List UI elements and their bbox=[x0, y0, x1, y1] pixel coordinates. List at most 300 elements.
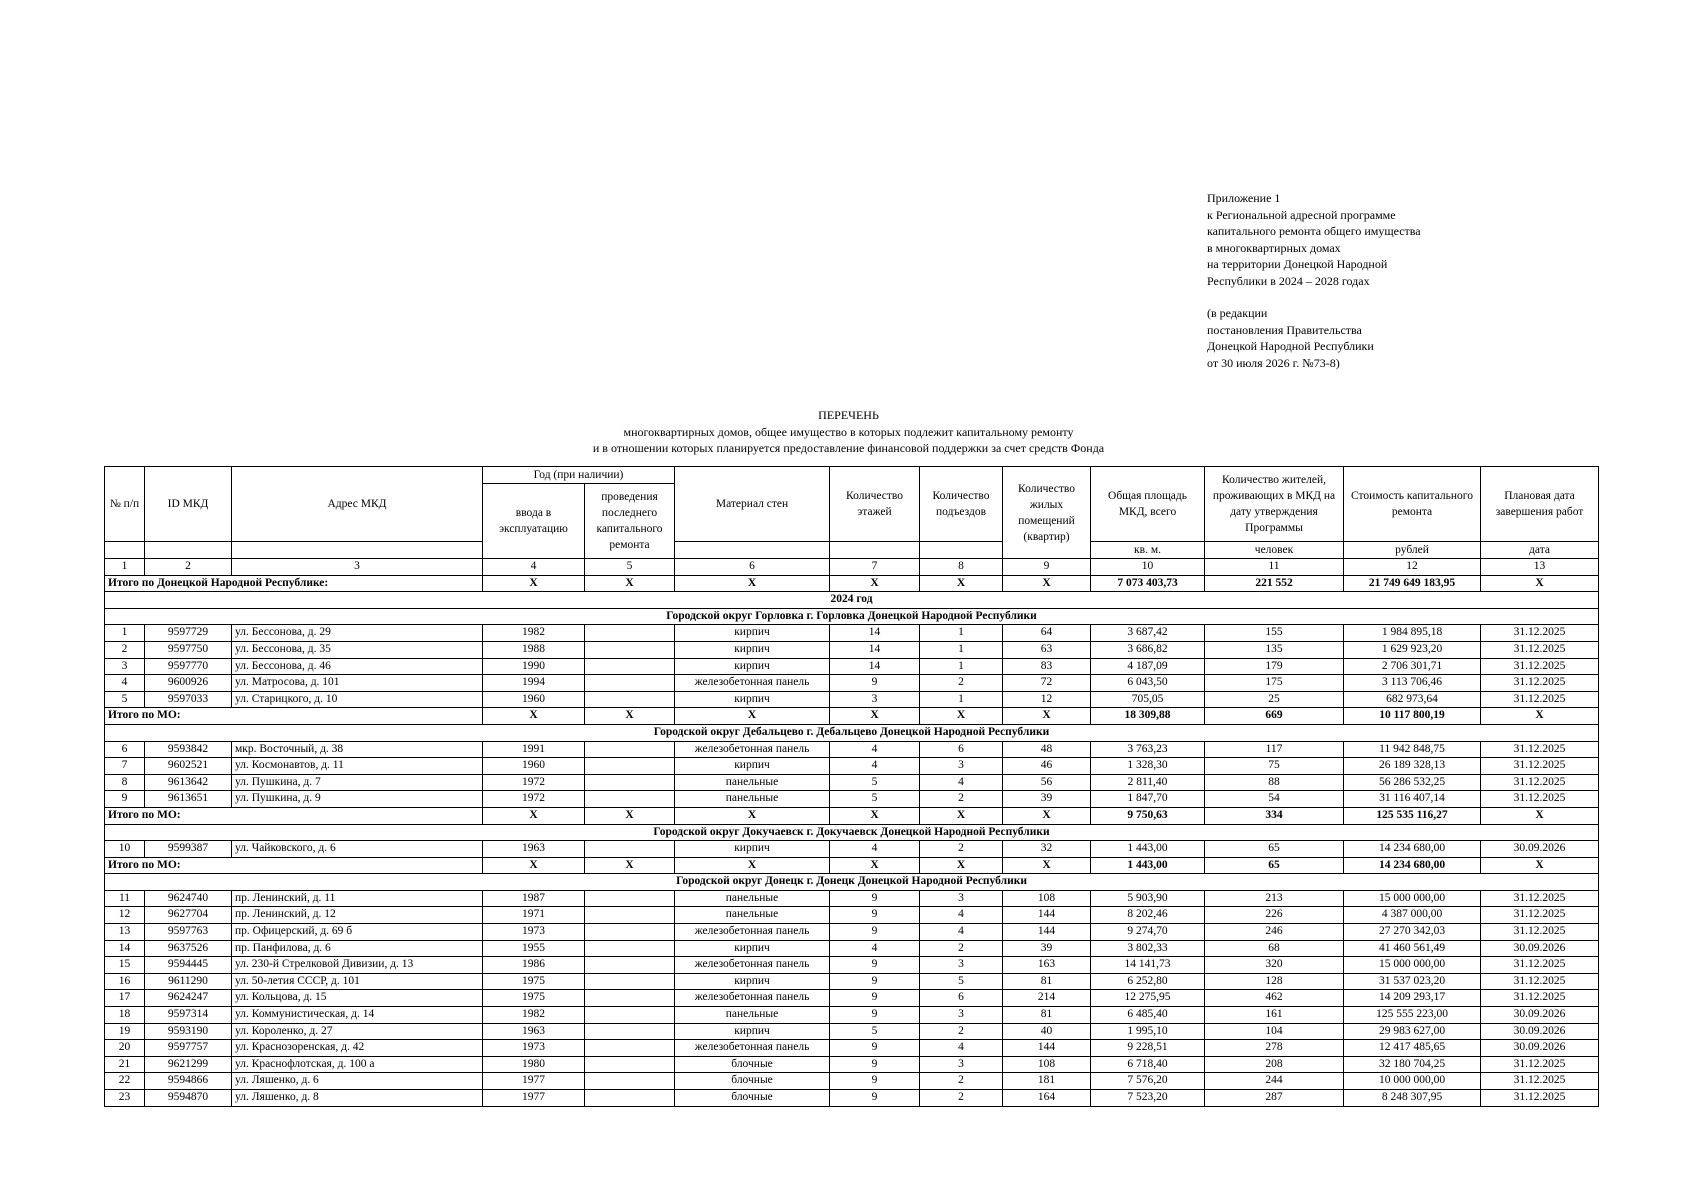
table-cell: 9597314 bbox=[145, 1007, 232, 1024]
column-number: 12 bbox=[1344, 559, 1481, 576]
table-cell: 2 bbox=[105, 641, 145, 658]
table-cell: 1963 bbox=[483, 1023, 585, 1040]
table-cell: 20 bbox=[105, 1040, 145, 1057]
table-cell bbox=[585, 691, 675, 708]
table-cell: 39 bbox=[1003, 940, 1091, 957]
table-row bbox=[105, 957, 1599, 974]
table-row bbox=[105, 973, 1599, 990]
subtotal-x: X bbox=[1481, 807, 1599, 824]
table-cell: 1 847,70 bbox=[1091, 791, 1205, 808]
table-cell: 246 bbox=[1205, 924, 1344, 941]
table-cell: кирпич bbox=[675, 940, 830, 957]
table-cell: ул. Бессонова, д. 29 bbox=[232, 625, 483, 642]
table-cell: 163 bbox=[1003, 957, 1091, 974]
table-cell: 26 189 328,13 bbox=[1344, 758, 1481, 775]
table-cell: 30.09.2026 bbox=[1481, 1040, 1599, 1057]
table-cell: кирпич bbox=[675, 691, 830, 708]
table-cell: 4 bbox=[830, 741, 920, 758]
table-cell: 144 bbox=[1003, 924, 1091, 941]
subtotal-x: X bbox=[1481, 857, 1599, 874]
header-residents: Количество жителей, проживающих в МКД на дату утверждения Программы bbox=[1205, 467, 1344, 542]
table-cell: 1963 bbox=[483, 841, 585, 858]
table-cell: 4 bbox=[920, 907, 1003, 924]
table-cell: 1 629 923,20 bbox=[1344, 641, 1481, 658]
table-cell: 30.09.2026 bbox=[1481, 1007, 1599, 1024]
table-cell: 1972 bbox=[483, 791, 585, 808]
table-cell: 4 bbox=[830, 940, 920, 957]
table-row bbox=[105, 1073, 1599, 1090]
header-area: Общая площадь МКД, всего bbox=[1091, 467, 1205, 542]
table-cell bbox=[585, 924, 675, 941]
table-cell: железобетонная панель bbox=[675, 924, 830, 941]
table-cell bbox=[585, 741, 675, 758]
table-cell: 9 bbox=[830, 1073, 920, 1090]
table-cell: 104 bbox=[1205, 1023, 1344, 1040]
table-row bbox=[105, 1056, 1599, 1073]
grand-total-x: X bbox=[675, 575, 830, 592]
table-cell: ул. Ляшенко, д. 8 bbox=[232, 1090, 483, 1107]
appendix-line: Республики в 2024 – 2028 годах bbox=[1207, 273, 1370, 288]
table-row bbox=[105, 625, 1599, 642]
appendix-lines bbox=[1207, 190, 1421, 289]
table-cell: панельные bbox=[675, 774, 830, 791]
table-cell bbox=[585, 1073, 675, 1090]
table-cell: блочные bbox=[675, 1090, 830, 1107]
table-cell: блочные bbox=[675, 1056, 830, 1073]
table-cell: 29 983 627,00 bbox=[1344, 1023, 1481, 1040]
table-cell: 244 bbox=[1205, 1073, 1344, 1090]
table-cell: 6 718,40 bbox=[1091, 1056, 1205, 1073]
table-cell: 9 bbox=[830, 990, 920, 1007]
table-cell: 9597757 bbox=[145, 1040, 232, 1057]
table-row bbox=[105, 924, 1599, 941]
table-cell: ул. Бессонова, д. 46 bbox=[232, 658, 483, 675]
table-cell: 31 537 023,20 bbox=[1344, 973, 1481, 990]
table-cell bbox=[585, 1090, 675, 1107]
subtotal-area: 9 750,63 bbox=[1091, 807, 1205, 824]
table-cell: 9594866 bbox=[145, 1073, 232, 1090]
table-cell: 63 bbox=[1003, 641, 1091, 658]
table-cell: 9613651 bbox=[145, 791, 232, 808]
table-cell: 31.12.2025 bbox=[1481, 973, 1599, 990]
table-cell: 117 bbox=[1205, 741, 1344, 758]
table-cell: 12 275,95 bbox=[1091, 990, 1205, 1007]
table-cell bbox=[585, 774, 675, 791]
subtotal-x: X bbox=[1003, 708, 1091, 725]
municipality-row bbox=[105, 874, 1599, 891]
title-heading: ПЕРЕЧЕНЬ bbox=[818, 408, 879, 422]
subtotal-area: 1 443,00 bbox=[1091, 857, 1205, 874]
table-cell: 108 bbox=[1003, 1056, 1091, 1073]
table-cell: 1 443,00 bbox=[1091, 841, 1205, 858]
table-cell: 9 228,51 bbox=[1091, 1040, 1205, 1057]
table-cell: пр. Ленинский, д. 12 bbox=[232, 907, 483, 924]
table-cell: 16 bbox=[105, 973, 145, 990]
table-cell: 9 bbox=[830, 1090, 920, 1107]
table-cell: 31.12.2025 bbox=[1481, 758, 1599, 775]
table-cell: 320 bbox=[1205, 957, 1344, 974]
subtotal-cost: 14 234 680,00 bbox=[1344, 857, 1481, 874]
unit-empty bbox=[232, 542, 483, 559]
table-cell: железобетонная панель bbox=[675, 957, 830, 974]
table-cell: 88 bbox=[1205, 774, 1344, 791]
edition-line: (в редакции bbox=[1207, 306, 1268, 320]
table-cell: 4 bbox=[830, 758, 920, 775]
table-cell: пр. Ленинский, д. 11 bbox=[232, 890, 483, 907]
appendix-line: капитального ремонта общего имущества bbox=[1207, 224, 1421, 238]
table-cell: ул. Пушкина, д. 7 bbox=[232, 774, 483, 791]
table-cell: 135 bbox=[1205, 641, 1344, 658]
subtotal-label: Итого по МО: bbox=[105, 807, 483, 824]
table-cell: кирпич bbox=[675, 841, 830, 858]
table-cell bbox=[585, 1040, 675, 1057]
table-cell: 81 bbox=[1003, 973, 1091, 990]
table-cell: 9624247 bbox=[145, 990, 232, 1007]
table-cell: 31.12.2025 bbox=[1481, 907, 1599, 924]
table-head bbox=[105, 467, 1599, 559]
municipality-row bbox=[105, 724, 1599, 741]
subtotal-x: X bbox=[1003, 807, 1091, 824]
table-cell: кирпич bbox=[675, 758, 830, 775]
table-cell: 4 bbox=[830, 841, 920, 858]
subtotal-x: X bbox=[920, 857, 1003, 874]
table-cell: ул. 230-й Стрелковой Дивизии, д. 13 bbox=[232, 957, 483, 974]
table-cell: 15 000 000,00 bbox=[1344, 957, 1481, 974]
table-cell: 287 bbox=[1205, 1090, 1344, 1107]
subtotal-x: X bbox=[1481, 708, 1599, 725]
table-cell: 3 bbox=[920, 1007, 1003, 1024]
table-cell: ул. Ляшенко, д. 6 bbox=[232, 1073, 483, 1090]
table-cell: 128 bbox=[1205, 973, 1344, 990]
table-cell: 3 bbox=[830, 691, 920, 708]
header-date: Плановая дата завершения работ bbox=[1481, 467, 1599, 542]
table-cell: 1980 bbox=[483, 1056, 585, 1073]
municipality-name: Городской округ Донецк г. Донецк Донецкой Народной Республики bbox=[105, 874, 1599, 891]
column-number: 4 bbox=[483, 559, 585, 576]
unit-area: кв. м. bbox=[1091, 542, 1205, 559]
municipality-name: Городской округ Дебальцево г. Дебальцево Донецкой Народной Республики bbox=[105, 724, 1599, 741]
subtotal-cost: 10 117 800,19 bbox=[1344, 708, 1481, 725]
subtotal-label: Итого по МО: bbox=[105, 708, 483, 725]
table-cell: 83 bbox=[1003, 658, 1091, 675]
unit-empty bbox=[920, 542, 1003, 559]
table-cell: 3 687,42 bbox=[1091, 625, 1205, 642]
appendix-line: к Региональной адресной программе bbox=[1207, 207, 1396, 222]
header-floors: Количество этажей bbox=[830, 467, 920, 542]
table-cell: мкр. Восточный, д. 38 bbox=[232, 741, 483, 758]
grand-total-x: X bbox=[483, 575, 585, 592]
table-row bbox=[105, 641, 1599, 658]
table-cell: 8 202,46 bbox=[1091, 907, 1205, 924]
table-cell: блочные bbox=[675, 1073, 830, 1090]
table-cell: 3 686,82 bbox=[1091, 641, 1205, 658]
unit-empty bbox=[105, 542, 145, 559]
table-cell bbox=[585, 890, 675, 907]
table-cell: 5 bbox=[830, 774, 920, 791]
table-cell: 9613642 bbox=[145, 774, 232, 791]
table-cell: 31.12.2025 bbox=[1481, 990, 1599, 1007]
table-cell: 6 485,40 bbox=[1091, 1007, 1205, 1024]
municipality-name: Городской округ Докучаевск г. Докучаевск Донецкой Народной Республики bbox=[105, 824, 1599, 841]
subtotal-x: X bbox=[1003, 857, 1091, 874]
table-row bbox=[105, 1007, 1599, 1024]
table-cell: 10 000 000,00 bbox=[1344, 1073, 1481, 1090]
subtotal-x: X bbox=[585, 857, 675, 874]
table-cell bbox=[585, 940, 675, 957]
table-row bbox=[105, 890, 1599, 907]
table-cell: 7 576,20 bbox=[1091, 1073, 1205, 1090]
table-row bbox=[105, 675, 1599, 692]
table-cell: 9627704 bbox=[145, 907, 232, 924]
table-cell: 9 bbox=[830, 1056, 920, 1073]
table-cell: 48 bbox=[1003, 741, 1091, 758]
table-cell: ул. Коммунистическая, д. 14 bbox=[232, 1007, 483, 1024]
table-cell: 9594445 bbox=[145, 957, 232, 974]
subtotal-x: X bbox=[920, 807, 1003, 824]
subtotal-row bbox=[105, 708, 1599, 725]
table-cell: 31.12.2025 bbox=[1481, 641, 1599, 658]
table-cell: кирпич bbox=[675, 658, 830, 675]
table-cell: 9621299 bbox=[145, 1056, 232, 1073]
table-cell: 1982 bbox=[483, 1007, 585, 1024]
table-cell: 1971 bbox=[483, 907, 585, 924]
table-cell: 7 523,20 bbox=[1091, 1090, 1205, 1107]
table-cell: 14 bbox=[830, 658, 920, 675]
table-cell: 1977 bbox=[483, 1090, 585, 1107]
table-cell: 3 bbox=[920, 957, 1003, 974]
table-cell: 2 bbox=[920, 791, 1003, 808]
table-cell: 31.12.2025 bbox=[1481, 890, 1599, 907]
table-cell bbox=[585, 1007, 675, 1024]
subtotal-area: 18 309,88 bbox=[1091, 708, 1205, 725]
table-cell: 1 984 895,18 bbox=[1344, 625, 1481, 642]
table-cell: 705,05 bbox=[1091, 691, 1205, 708]
table-cell: 1994 bbox=[483, 675, 585, 692]
subtotal-cost: 125 535 116,27 bbox=[1344, 807, 1481, 824]
table-cell: 19 bbox=[105, 1023, 145, 1040]
table-cell: 175 bbox=[1205, 675, 1344, 692]
table-cell bbox=[585, 907, 675, 924]
subtotal-row bbox=[105, 807, 1599, 824]
table-cell: 31.12.2025 bbox=[1481, 675, 1599, 692]
table-cell: 11 942 848,75 bbox=[1344, 741, 1481, 758]
table-cell: 1 bbox=[920, 641, 1003, 658]
table-cell: ул. Чайковского, д. 6 bbox=[232, 841, 483, 858]
table-cell: железобетонная панель bbox=[675, 990, 830, 1007]
subtotal-x: X bbox=[483, 857, 585, 874]
table-cell: 3 bbox=[920, 890, 1003, 907]
table-cell: 144 bbox=[1003, 1040, 1091, 1057]
table-row bbox=[105, 1023, 1599, 1040]
table-cell: 9602521 bbox=[145, 758, 232, 775]
appendix-gap bbox=[1207, 289, 1421, 305]
table-cell: 5 bbox=[920, 973, 1003, 990]
table-cell bbox=[585, 1023, 675, 1040]
table-cell: ул. Космонавтов, д. 11 bbox=[232, 758, 483, 775]
table-cell: 9624740 bbox=[145, 890, 232, 907]
subtotal-x: X bbox=[675, 708, 830, 725]
table-cell: 2 811,40 bbox=[1091, 774, 1205, 791]
table-cell: 7 bbox=[105, 758, 145, 775]
table-cell: железобетонная панель bbox=[675, 675, 830, 692]
table-cell: 3 802,33 bbox=[1091, 940, 1205, 957]
table-cell: 31.12.2025 bbox=[1481, 957, 1599, 974]
table-cell: 30.09.2026 bbox=[1481, 940, 1599, 957]
table-cell: пр. Офицерский, д. 69 б bbox=[232, 924, 483, 941]
table-cell: 214 bbox=[1003, 990, 1091, 1007]
table-cell: 1988 bbox=[483, 641, 585, 658]
table-row bbox=[105, 791, 1599, 808]
table-cell: панельные bbox=[675, 890, 830, 907]
table-cell: 108 bbox=[1003, 890, 1091, 907]
year-row bbox=[105, 592, 1599, 609]
table-cell: 2 bbox=[920, 675, 1003, 692]
subtotal-residents: 669 bbox=[1205, 708, 1344, 725]
table-cell: 1 995,10 bbox=[1091, 1023, 1205, 1040]
table-cell: 9597763 bbox=[145, 924, 232, 941]
table-cell: 9600926 bbox=[145, 675, 232, 692]
title-line2: многоквартирных домов, общее имущество в которых подлежит капитальному ремонту bbox=[623, 424, 1074, 439]
table-cell: 31 116 407,14 bbox=[1344, 791, 1481, 808]
subtotal-x: X bbox=[483, 708, 585, 725]
table-cell: 72 bbox=[1003, 675, 1091, 692]
subtotal-x: X bbox=[675, 807, 830, 824]
header-cost: Стоимость капитального ремонта bbox=[1344, 467, 1481, 542]
table-cell: 1 328,30 bbox=[1091, 758, 1205, 775]
table-cell: 4 bbox=[920, 774, 1003, 791]
table-cell: 179 bbox=[1205, 658, 1344, 675]
table-cell: 32 180 704,25 bbox=[1344, 1056, 1481, 1073]
table-cell: 3 113 706,46 bbox=[1344, 675, 1481, 692]
table-cell: 3 763,23 bbox=[1091, 741, 1205, 758]
table-cell: ул. Краснозоренская, д. 42 bbox=[232, 1040, 483, 1057]
table-cell: 9 bbox=[830, 1007, 920, 1024]
table-cell: 1986 bbox=[483, 957, 585, 974]
table-cell: 75 bbox=[1205, 758, 1344, 775]
title-line3: и в отношении которых планируется предоставление финансовой поддержки за счет средств Фонда bbox=[592, 441, 1105, 455]
table-cell: 14 bbox=[830, 625, 920, 642]
table-cell: 12 bbox=[1003, 691, 1091, 708]
table-cell: 1975 bbox=[483, 973, 585, 990]
column-number: 1 bbox=[105, 559, 145, 576]
header-entrances: Количество подъездов bbox=[920, 467, 1003, 542]
table-cell: 278 bbox=[1205, 1040, 1344, 1057]
table-cell: 1972 bbox=[483, 774, 585, 791]
table-cell: 8 bbox=[105, 774, 145, 791]
table-cell: 1 bbox=[920, 658, 1003, 675]
table-cell bbox=[585, 957, 675, 974]
table-cell: 12 417 485,65 bbox=[1344, 1040, 1481, 1057]
table-cell: 9 bbox=[830, 924, 920, 941]
table-cell: 9594870 bbox=[145, 1090, 232, 1107]
table-cell: 1955 bbox=[483, 940, 585, 957]
table-cell bbox=[585, 641, 675, 658]
table-cell: 5 bbox=[830, 1023, 920, 1040]
table-cell: 9593842 bbox=[145, 741, 232, 758]
table-cell: 6 043,50 bbox=[1091, 675, 1205, 692]
table-cell: 14 141,73 bbox=[1091, 957, 1205, 974]
table-cell: 31.12.2025 bbox=[1481, 741, 1599, 758]
table-cell: ул. Короленко, д. 27 bbox=[232, 1023, 483, 1040]
document-title bbox=[0, 407, 1697, 457]
table-cell: 14 234 680,00 bbox=[1344, 841, 1481, 858]
table-cell: 5 bbox=[830, 791, 920, 808]
table-cell: 1973 bbox=[483, 1040, 585, 1057]
table-cell bbox=[585, 625, 675, 642]
unit-empty bbox=[675, 542, 830, 559]
table-cell: 8 248 307,95 bbox=[1344, 1090, 1481, 1107]
table-cell: 6 bbox=[920, 741, 1003, 758]
edition-lines bbox=[1207, 305, 1421, 371]
table-cell: 2 bbox=[920, 841, 1003, 858]
table-cell: кирпич bbox=[675, 973, 830, 990]
table-row bbox=[105, 907, 1599, 924]
column-number: 2 bbox=[145, 559, 232, 576]
table-cell: 12 bbox=[105, 907, 145, 924]
table-cell: 9597729 bbox=[145, 625, 232, 642]
table-cell: 31.12.2025 bbox=[1481, 774, 1599, 791]
table-cell: 9611290 bbox=[145, 973, 232, 990]
table-cell: 68 bbox=[1205, 940, 1344, 957]
table-cell: 30.09.2026 bbox=[1481, 1023, 1599, 1040]
table-cell: 32 bbox=[1003, 841, 1091, 858]
header-apartments: Количество жилых помещений (квартир) bbox=[1003, 467, 1091, 559]
grand-total-x: X bbox=[920, 575, 1003, 592]
table-cell: 1 bbox=[105, 625, 145, 642]
column-numbers-row bbox=[105, 559, 1599, 576]
grand-total-residents: 221 552 bbox=[1205, 575, 1344, 592]
table-cell: 9599387 bbox=[145, 841, 232, 858]
table-cell: 462 bbox=[1205, 990, 1344, 1007]
table-cell: 1977 bbox=[483, 1073, 585, 1090]
table-row bbox=[105, 1040, 1599, 1057]
table-row bbox=[105, 741, 1599, 758]
table-cell: 2 706 301,71 bbox=[1344, 658, 1481, 675]
table-body bbox=[105, 559, 1599, 1107]
table-cell: панельные bbox=[675, 791, 830, 808]
table-cell: 54 bbox=[1205, 791, 1344, 808]
table-cell: ул. Бессонова, д. 35 bbox=[232, 641, 483, 658]
table-cell: 21 bbox=[105, 1056, 145, 1073]
table-cell: 9593190 bbox=[145, 1023, 232, 1040]
table-cell: 4 bbox=[920, 1040, 1003, 1057]
table-cell: 9 bbox=[830, 957, 920, 974]
table-cell: 22 bbox=[105, 1073, 145, 1090]
table-cell: 1975 bbox=[483, 990, 585, 1007]
table-row bbox=[105, 940, 1599, 957]
table-cell: 1960 bbox=[483, 691, 585, 708]
table-cell: 144 bbox=[1003, 907, 1091, 924]
table-cell: 64 bbox=[1003, 625, 1091, 642]
table-cell: 9 bbox=[830, 675, 920, 692]
appendix-line: в многоквартирных домах bbox=[1207, 240, 1341, 255]
table-cell: 39 bbox=[1003, 791, 1091, 808]
table-cell: 9 bbox=[105, 791, 145, 808]
table-cell bbox=[585, 990, 675, 1007]
table-cell: 2 bbox=[920, 1090, 1003, 1107]
table-cell: 30.09.2026 bbox=[1481, 841, 1599, 858]
table-cell: 31.12.2025 bbox=[1481, 791, 1599, 808]
grand-total-x: X bbox=[1003, 575, 1091, 592]
column-number: 6 bbox=[675, 559, 830, 576]
table-cell: панельные bbox=[675, 1007, 830, 1024]
table-cell: 4 bbox=[105, 675, 145, 692]
table-cell: 18 bbox=[105, 1007, 145, 1024]
grand-total-row bbox=[105, 575, 1599, 592]
table-cell: кирпич bbox=[675, 625, 830, 642]
header-num: № п/п bbox=[105, 467, 145, 542]
table-cell: 226 bbox=[1205, 907, 1344, 924]
